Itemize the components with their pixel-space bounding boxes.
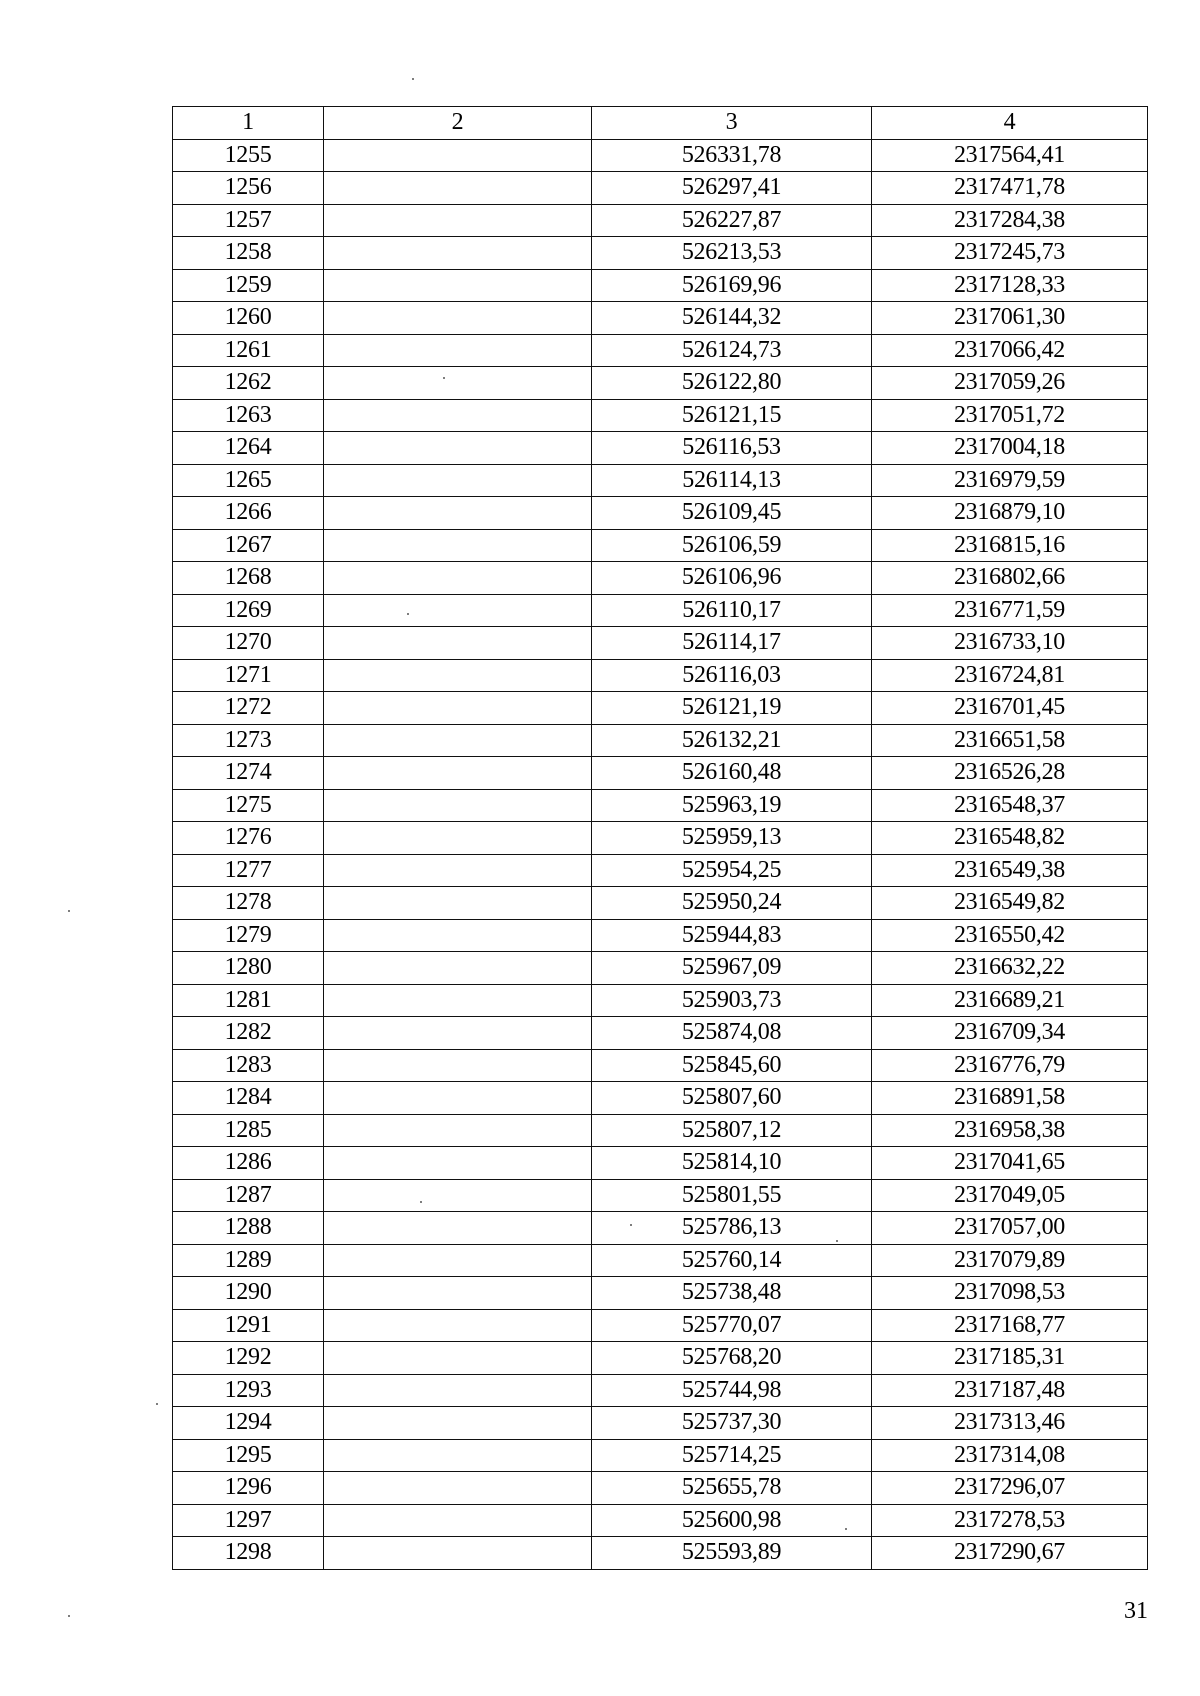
- note-cell: [324, 1114, 592, 1147]
- note-cell: [324, 497, 592, 530]
- coordinate-y-cell: 2317098,53: [872, 1277, 1148, 1310]
- scan-speck: [845, 1528, 847, 1530]
- note-cell: [324, 854, 592, 887]
- table-row: [173, 1374, 1148, 1407]
- point-number-cell: 1283: [173, 1049, 324, 1082]
- note-cell: [324, 757, 592, 790]
- coordinate-x-cell: 526213,53: [592, 237, 872, 270]
- coordinate-y-cell: 2317041,65: [872, 1147, 1148, 1180]
- point-number-cell: 1267: [173, 529, 324, 562]
- coordinate-x-cell: 526297,41: [592, 172, 872, 205]
- point-number-cell: 1271: [173, 659, 324, 692]
- page-number: 31: [1124, 1598, 1148, 1624]
- coordinate-y-cell: 2316689,21: [872, 984, 1148, 1017]
- coordinate-y-cell: 2317079,89: [872, 1244, 1148, 1277]
- scan-speck: [412, 78, 414, 80]
- coordinate-x-cell: 525593,89: [592, 1537, 872, 1570]
- coordinate-y-cell: 2316724,81: [872, 659, 1148, 692]
- table-row: [173, 529, 1148, 562]
- coordinate-y-cell: 2316733,10: [872, 627, 1148, 660]
- coordinate-x-cell: 526106,96: [592, 562, 872, 595]
- note-cell: [324, 1017, 592, 1050]
- coordinate-x-cell: 525770,07: [592, 1309, 872, 1342]
- scan-speck: [68, 910, 70, 912]
- note-cell: [324, 562, 592, 595]
- note-cell: [324, 1244, 592, 1277]
- table-row: [173, 1309, 1148, 1342]
- table-row: [173, 1049, 1148, 1082]
- note-cell: [324, 659, 592, 692]
- table-row: [173, 562, 1148, 595]
- coordinate-y-cell: 2317278,53: [872, 1504, 1148, 1537]
- coordinate-x-cell: 526121,15: [592, 399, 872, 432]
- coordinate-y-cell: 2316802,66: [872, 562, 1148, 595]
- coordinate-x-cell: 525959,13: [592, 822, 872, 855]
- coordinate-y-cell: 2316776,79: [872, 1049, 1148, 1082]
- note-cell: [324, 1049, 592, 1082]
- point-number-cell: 1270: [173, 627, 324, 660]
- point-number-cell: 1291: [173, 1309, 324, 1342]
- coordinate-y-cell: 2316651,58: [872, 724, 1148, 757]
- header-col-3: 3: [592, 107, 872, 140]
- coordinate-y-cell: 2316701,45: [872, 692, 1148, 725]
- note-cell: [324, 237, 592, 270]
- coordinate-y-cell: 2317051,72: [872, 399, 1148, 432]
- note-cell: [324, 204, 592, 237]
- table-row: [173, 1439, 1148, 1472]
- point-number-cell: 1290: [173, 1277, 324, 1310]
- coordinate-x-cell: 526114,17: [592, 627, 872, 660]
- coordinate-y-cell: 2317290,67: [872, 1537, 1148, 1570]
- point-number-cell: 1265: [173, 464, 324, 497]
- coordinates-table: [172, 106, 1148, 1570]
- note-cell: [324, 692, 592, 725]
- note-cell: [324, 1147, 592, 1180]
- scan-speck: [630, 1224, 632, 1226]
- point-number-cell: 1272: [173, 692, 324, 725]
- coordinate-x-cell: 526114,13: [592, 464, 872, 497]
- point-number-cell: 1276: [173, 822, 324, 855]
- table-row: [173, 1114, 1148, 1147]
- point-number-cell: 1255: [173, 139, 324, 172]
- coordinate-y-cell: 2317004,18: [872, 432, 1148, 465]
- coordinate-y-cell: 2317471,78: [872, 172, 1148, 205]
- coordinate-y-cell: 2317185,31: [872, 1342, 1148, 1375]
- note-cell: [324, 1504, 592, 1537]
- coordinate-y-cell: 2316891,58: [872, 1082, 1148, 1115]
- coordinate-x-cell: 525944,83: [592, 919, 872, 952]
- point-number-cell: 1274: [173, 757, 324, 790]
- coordinate-x-cell: 525874,08: [592, 1017, 872, 1050]
- note-cell: [324, 334, 592, 367]
- table-row: [173, 789, 1148, 822]
- coordinate-x-cell: 525807,60: [592, 1082, 872, 1115]
- table-row: [173, 1212, 1148, 1245]
- table-row: [173, 334, 1148, 367]
- coordinate-x-cell: 526109,45: [592, 497, 872, 530]
- table-row: [173, 1537, 1148, 1570]
- coordinate-y-cell: 2316709,34: [872, 1017, 1148, 1050]
- coordinate-y-cell: 2317049,05: [872, 1179, 1148, 1212]
- note-cell: [324, 984, 592, 1017]
- note-cell: [324, 529, 592, 562]
- header-col-1: 1: [173, 107, 324, 140]
- table-row: [173, 1504, 1148, 1537]
- table-row: [173, 659, 1148, 692]
- coordinate-y-cell: 2317296,07: [872, 1472, 1148, 1505]
- point-number-cell: 1268: [173, 562, 324, 595]
- point-number-cell: 1259: [173, 269, 324, 302]
- coordinate-x-cell: 526121,19: [592, 692, 872, 725]
- scan-speck: [420, 1201, 422, 1203]
- coordinate-y-cell: 2316815,16: [872, 529, 1148, 562]
- header-col-4: 4: [872, 107, 1148, 140]
- note-cell: [324, 1537, 592, 1570]
- coordinate-x-cell: 526124,73: [592, 334, 872, 367]
- coordinate-x-cell: 526331,78: [592, 139, 872, 172]
- coordinate-x-cell: 526116,53: [592, 432, 872, 465]
- coordinate-y-cell: 2317061,30: [872, 302, 1148, 335]
- note-cell: [324, 887, 592, 920]
- note-cell: [324, 432, 592, 465]
- point-number-cell: 1262: [173, 367, 324, 400]
- coordinate-x-cell: 525903,73: [592, 984, 872, 1017]
- point-number-cell: 1282: [173, 1017, 324, 1050]
- coordinate-x-cell: 525963,19: [592, 789, 872, 822]
- note-cell: [324, 1407, 592, 1440]
- coordinate-x-cell: 525655,78: [592, 1472, 872, 1505]
- table-row: [173, 367, 1148, 400]
- table-row: [173, 464, 1148, 497]
- coordinate-y-cell: 2317128,33: [872, 269, 1148, 302]
- point-number-cell: 1298: [173, 1537, 324, 1570]
- note-cell: [324, 822, 592, 855]
- table-row: [173, 204, 1148, 237]
- note-cell: [324, 1309, 592, 1342]
- note-cell: [324, 1082, 592, 1115]
- point-number-cell: 1286: [173, 1147, 324, 1180]
- table-row: [173, 1472, 1148, 1505]
- table-row: [173, 887, 1148, 920]
- coordinate-y-cell: 2316979,59: [872, 464, 1148, 497]
- point-number-cell: 1257: [173, 204, 324, 237]
- point-number-cell: 1295: [173, 1439, 324, 1472]
- table-row: [173, 139, 1148, 172]
- note-cell: [324, 1212, 592, 1245]
- coordinate-y-cell: 2316879,10: [872, 497, 1148, 530]
- note-cell: [324, 1439, 592, 1472]
- coordinate-x-cell: 525845,60: [592, 1049, 872, 1082]
- note-cell: [324, 1277, 592, 1310]
- note-cell: [324, 139, 592, 172]
- table-row: [173, 952, 1148, 985]
- table-header: [173, 107, 1148, 140]
- table-row: [173, 1342, 1148, 1375]
- coordinate-x-cell: 525600,98: [592, 1504, 872, 1537]
- point-number-cell: 1278: [173, 887, 324, 920]
- coordinate-x-cell: 526144,32: [592, 302, 872, 335]
- table-body: [173, 139, 1148, 1569]
- coordinate-y-cell: 2316549,82: [872, 887, 1148, 920]
- note-cell: [324, 789, 592, 822]
- table-row: [173, 1277, 1148, 1310]
- point-number-cell: 1261: [173, 334, 324, 367]
- coordinate-x-cell: 526110,17: [592, 594, 872, 627]
- table-row: [173, 432, 1148, 465]
- coordinate-x-cell: 525801,55: [592, 1179, 872, 1212]
- coordinate-x-cell: 525737,30: [592, 1407, 872, 1440]
- table-row: [173, 984, 1148, 1017]
- note-cell: [324, 1374, 592, 1407]
- coordinate-y-cell: 2317564,41: [872, 139, 1148, 172]
- table-row: [173, 302, 1148, 335]
- coordinate-x-cell: 525768,20: [592, 1342, 872, 1375]
- coordinate-y-cell: 2317245,73: [872, 237, 1148, 270]
- note-cell: [324, 919, 592, 952]
- coordinate-y-cell: 2316526,28: [872, 757, 1148, 790]
- point-number-cell: 1263: [173, 399, 324, 432]
- table-row: [173, 497, 1148, 530]
- table-row: [173, 1082, 1148, 1115]
- table-row: [173, 269, 1148, 302]
- point-number-cell: 1289: [173, 1244, 324, 1277]
- point-number-cell: 1258: [173, 237, 324, 270]
- scan-speck: [836, 1240, 838, 1242]
- table-row: [173, 594, 1148, 627]
- point-number-cell: 1273: [173, 724, 324, 757]
- coordinate-x-cell: 526169,96: [592, 269, 872, 302]
- point-number-cell: 1279: [173, 919, 324, 952]
- point-number-cell: 1285: [173, 1114, 324, 1147]
- table-row: [173, 854, 1148, 887]
- note-cell: [324, 464, 592, 497]
- note-cell: [324, 724, 592, 757]
- coordinate-y-cell: 2316958,38: [872, 1114, 1148, 1147]
- point-number-cell: 1284: [173, 1082, 324, 1115]
- point-number-cell: 1275: [173, 789, 324, 822]
- point-number-cell: 1297: [173, 1504, 324, 1537]
- point-number-cell: 1256: [173, 172, 324, 205]
- coordinate-y-cell: 2316549,38: [872, 854, 1148, 887]
- coordinate-y-cell: 2317057,00: [872, 1212, 1148, 1245]
- point-number-cell: 1293: [173, 1374, 324, 1407]
- point-number-cell: 1292: [173, 1342, 324, 1375]
- coordinate-x-cell: 525714,25: [592, 1439, 872, 1472]
- table-row: [173, 627, 1148, 660]
- point-number-cell: 1264: [173, 432, 324, 465]
- coordinate-y-cell: 2316548,37: [872, 789, 1148, 822]
- coordinate-x-cell: 525744,98: [592, 1374, 872, 1407]
- point-number-cell: 1287: [173, 1179, 324, 1212]
- table-row: [173, 1017, 1148, 1050]
- header-col-2: 2: [324, 107, 592, 140]
- point-number-cell: 1277: [173, 854, 324, 887]
- point-number-cell: 1280: [173, 952, 324, 985]
- coordinate-y-cell: 2316771,59: [872, 594, 1148, 627]
- coordinate-y-cell: 2317059,26: [872, 367, 1148, 400]
- point-number-cell: 1266: [173, 497, 324, 530]
- scan-speck: [68, 1615, 70, 1617]
- coordinate-x-cell: 525967,09: [592, 952, 872, 985]
- table-row: [173, 237, 1148, 270]
- note-cell: [324, 1342, 592, 1375]
- table-row: [173, 919, 1148, 952]
- note-cell: [324, 367, 592, 400]
- scan-speck: [156, 1403, 158, 1405]
- note-cell: [324, 1179, 592, 1212]
- point-number-cell: 1288: [173, 1212, 324, 1245]
- coordinate-x-cell: 526227,87: [592, 204, 872, 237]
- table-row: [173, 692, 1148, 725]
- table-row: [173, 172, 1148, 205]
- coordinate-x-cell: 525738,48: [592, 1277, 872, 1310]
- scan-speck: [407, 613, 409, 615]
- header-row: [173, 107, 1148, 140]
- coordinate-x-cell: 526106,59: [592, 529, 872, 562]
- table-row: [173, 1244, 1148, 1277]
- coordinate-x-cell: 525814,10: [592, 1147, 872, 1180]
- note-cell: [324, 172, 592, 205]
- table-row: [173, 822, 1148, 855]
- note-cell: [324, 1472, 592, 1505]
- coordinate-y-cell: 2317187,48: [872, 1374, 1148, 1407]
- coordinate-y-cell: 2316632,22: [872, 952, 1148, 985]
- coordinate-y-cell: 2317066,42: [872, 334, 1148, 367]
- table-row: [173, 757, 1148, 790]
- note-cell: [324, 594, 592, 627]
- note-cell: [324, 399, 592, 432]
- table-row: [173, 1179, 1148, 1212]
- coordinate-x-cell: 526160,48: [592, 757, 872, 790]
- coordinate-y-cell: 2316548,82: [872, 822, 1148, 855]
- table-row: [173, 1407, 1148, 1440]
- note-cell: [324, 952, 592, 985]
- point-number-cell: 1294: [173, 1407, 324, 1440]
- coordinate-x-cell: 526132,21: [592, 724, 872, 757]
- coordinate-x-cell: 526122,80: [592, 367, 872, 400]
- coordinate-y-cell: 2317168,77: [872, 1309, 1148, 1342]
- coordinate-x-cell: 525786,13: [592, 1212, 872, 1245]
- coordinate-y-cell: 2317284,38: [872, 204, 1148, 237]
- coordinate-y-cell: 2317314,08: [872, 1439, 1148, 1472]
- coordinate-y-cell: 2316550,42: [872, 919, 1148, 952]
- scan-speck: [443, 377, 445, 379]
- table-row: [173, 1147, 1148, 1180]
- coordinate-y-cell: 2317313,46: [872, 1407, 1148, 1440]
- note-cell: [324, 302, 592, 335]
- note-cell: [324, 627, 592, 660]
- note-cell: [324, 269, 592, 302]
- point-number-cell: 1281: [173, 984, 324, 1017]
- point-number-cell: 1296: [173, 1472, 324, 1505]
- coordinate-x-cell: 525807,12: [592, 1114, 872, 1147]
- coordinate-x-cell: 525760,14: [592, 1244, 872, 1277]
- coordinate-x-cell: 525950,24: [592, 887, 872, 920]
- point-number-cell: 1269: [173, 594, 324, 627]
- coordinate-x-cell: 526116,03: [592, 659, 872, 692]
- table-row: [173, 399, 1148, 432]
- table-row: [173, 724, 1148, 757]
- coordinate-x-cell: 525954,25: [592, 854, 872, 887]
- point-number-cell: 1260: [173, 302, 324, 335]
